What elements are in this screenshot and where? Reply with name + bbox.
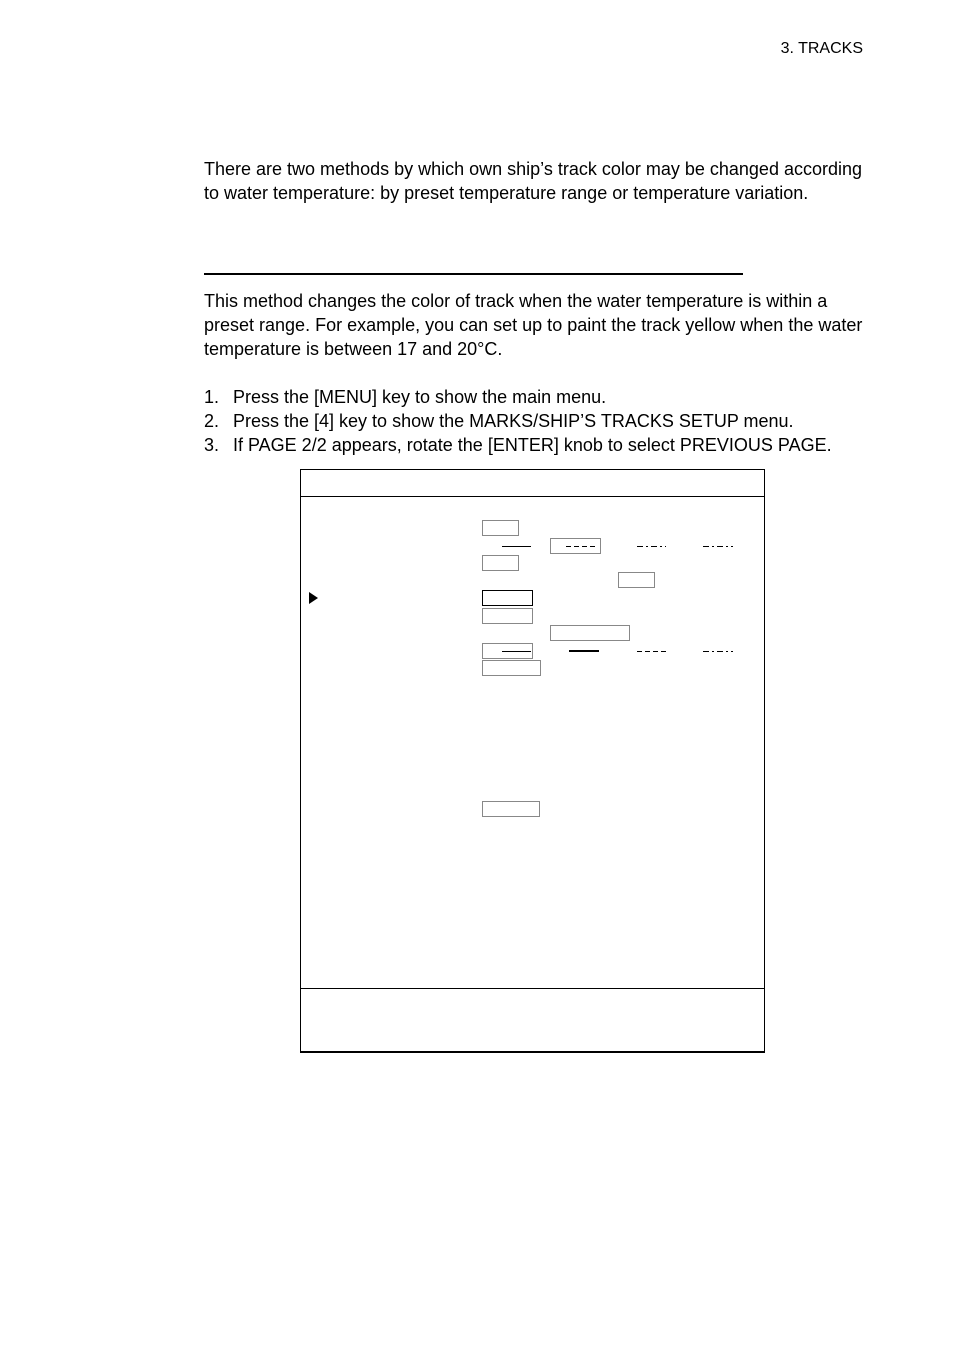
step-number: 3.	[204, 435, 220, 455]
option-box[interactable]	[482, 608, 533, 624]
line-dashed-icon	[566, 546, 596, 547]
step-text: If PAGE 2/2 appears, rotate the [ENTER] knob to select PREVIOUS PAGE.	[233, 435, 832, 455]
menu-screen-figure	[300, 469, 765, 1052]
section-header: 3. TRACKS	[780, 40, 863, 57]
line-dash-dot-icon	[637, 546, 666, 547]
option-box[interactable]	[482, 520, 519, 536]
subheading-rule	[204, 273, 743, 275]
step-text: Press the [4] key to show the MARKS/SHIP’S TRACKS SETUP menu.	[233, 411, 794, 431]
line-solid-icon	[502, 546, 531, 547]
step-1	[204, 385, 606, 409]
line-solid-icon	[502, 651, 531, 652]
line-dash-dot-dot-icon	[703, 546, 733, 547]
option-box[interactable]	[550, 625, 630, 641]
menu-footer-divider	[300, 988, 765, 989]
step-number: 1.	[204, 387, 220, 407]
menu-cursor-icon	[309, 592, 318, 604]
option-box[interactable]	[618, 572, 655, 588]
option-box-selected[interactable]	[482, 590, 533, 606]
step-text: Press the [MENU] key to show the main menu.	[233, 387, 607, 407]
option-box[interactable]	[482, 801, 540, 817]
option-box[interactable]	[482, 555, 519, 571]
method-paragraph: This method changes the color of track when the water temperature is within a preset range. For example, you can set up to paint the track yellow when the water temperature is between 17 and 20°C.	[204, 291, 863, 359]
line-dash-dot-icon	[703, 651, 733, 652]
step-2	[204, 409, 794, 433]
line-solid-thick-icon	[569, 650, 599, 652]
menu-title-divider	[300, 496, 765, 497]
option-box[interactable]	[482, 660, 541, 676]
menu-bottom-border	[300, 1051, 765, 1053]
line-dashed-icon	[637, 651, 667, 652]
intro-paragraph: There are two methods by which own ship’s track color may be changed according to water temperature: by preset temperature range or temperature variation.	[204, 159, 863, 203]
step-3	[204, 433, 832, 457]
step-number: 2.	[204, 411, 220, 431]
